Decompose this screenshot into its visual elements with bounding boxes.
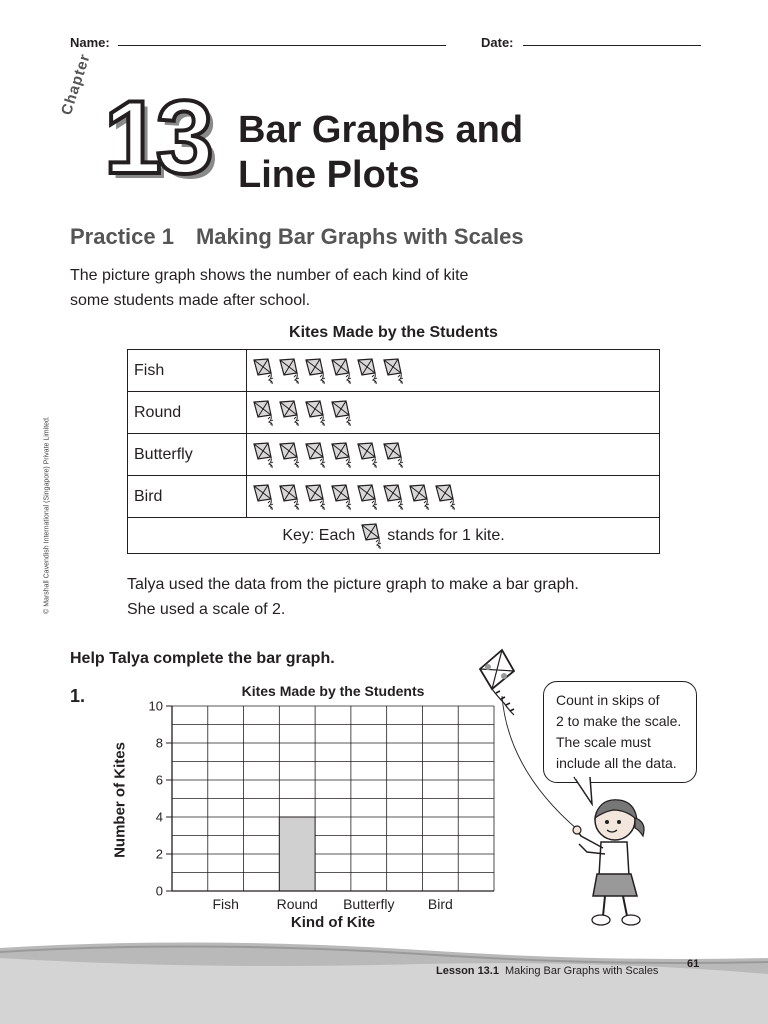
chapter-title-line1: Bar Graphs and <box>238 109 524 151</box>
date-line[interactable] <box>523 45 701 46</box>
x-category-label: Bird <box>427 896 453 912</box>
y-tick-label: 8 <box>155 735 163 751</box>
key-prefix: Key: Each <box>282 526 356 544</box>
page-number: 61 <box>687 958 700 970</box>
picture-graph-icons <box>247 350 660 392</box>
bar-graph-chart[interactable] <box>120 695 510 917</box>
kite-icon <box>251 441 275 469</box>
bar-graph-xlabel: Kind of Kite <box>290 914 376 931</box>
key-suffix: stands for 1 kite. <box>387 526 505 544</box>
y-tick-label: 6 <box>155 772 163 788</box>
picture-graph-key <box>128 518 660 554</box>
kite-icon <box>407 483 431 511</box>
x-category-label: Round <box>276 896 318 912</box>
picture-graph-row <box>128 434 660 476</box>
picture-graph-icons <box>247 434 660 476</box>
footer-lesson-title: Making Bar Graphs with Scales <box>504 965 659 977</box>
intro-text <box>70 263 468 313</box>
name-label: Name: <box>70 35 110 50</box>
kite-icon <box>355 357 379 385</box>
kite-icon <box>433 483 457 511</box>
kite-icon <box>355 441 379 469</box>
intro-line1: The picture graph shows the number of each kind of kite <box>70 267 469 284</box>
talya-line1: Talya used the data from the picture graph to make a bar graph. <box>127 576 579 593</box>
picture-graph-row <box>128 350 660 392</box>
kite-icon <box>251 399 275 427</box>
bubble-line4: include all the data. <box>556 755 677 771</box>
bubble-line2: 2 to make the scale. <box>556 713 682 729</box>
footer-lesson <box>436 965 658 977</box>
x-category-label: Butterfly <box>343 896 395 912</box>
kite-icon <box>329 483 353 511</box>
kite-icon <box>329 441 353 469</box>
talya-line2: She used a scale of 2. <box>127 601 286 618</box>
bar-graph-ylabel: Number of Kites <box>111 742 129 858</box>
kite-icon <box>381 441 405 469</box>
kite-icon <box>355 483 379 511</box>
picture-graph-category: Round <box>128 392 247 434</box>
sidebar-credit: © Marshall Cavendish International (Singapore) Private Limited. <box>43 416 51 614</box>
chapter-number: 13 <box>104 80 208 196</box>
picture-graph-row <box>128 392 660 434</box>
footer-band <box>0 930 768 1024</box>
bubble-line3: The scale must <box>556 734 651 750</box>
chapter-word: Chapter <box>58 51 94 118</box>
name-line[interactable] <box>118 45 446 46</box>
kite-icon <box>277 399 301 427</box>
picture-graph-table <box>127 349 660 554</box>
kite-icon <box>277 483 301 511</box>
bar-round <box>279 817 315 891</box>
picture-graph-category: Bird <box>128 476 247 518</box>
y-tick-label: 10 <box>148 698 163 714</box>
intro-line2: some students made after school. <box>70 292 311 309</box>
date-label: Date: <box>481 35 514 50</box>
y-tick-label: 4 <box>155 809 163 825</box>
practice-title: Making Bar Graphs with Scales <box>195 224 524 249</box>
girl-illustration <box>565 792 660 932</box>
kite-icon <box>251 483 275 511</box>
speech-bubble <box>543 681 697 783</box>
chapter-title-line2: Line Plots <box>238 154 420 196</box>
question-number: 1. <box>70 686 86 706</box>
kite-icon <box>303 399 327 427</box>
x-category-label: Fish <box>212 896 239 912</box>
footer-lesson-number: Lesson 13.1 <box>436 965 499 977</box>
practice-label: Practice 1 <box>70 224 174 249</box>
bar-graph-title: Kites Made by the Students <box>241 683 425 699</box>
kite-icon <box>381 357 405 385</box>
picture-graph-category: Fish <box>128 350 247 392</box>
help-instruction: Help Talya complete the bar graph. <box>70 650 335 667</box>
kite-icon <box>251 357 275 385</box>
picture-graph-key-row <box>128 518 660 554</box>
practice-heading <box>70 224 524 250</box>
y-tick-label: 2 <box>155 846 163 862</box>
kite-icon <box>381 483 405 511</box>
picture-graph-icons <box>247 392 660 434</box>
kite-icon <box>359 522 383 550</box>
picture-graph-row <box>128 476 660 518</box>
chapter-title <box>238 108 523 198</box>
kite-icon <box>277 441 301 469</box>
kite-icon <box>329 357 353 385</box>
kite-icon <box>277 357 301 385</box>
picture-graph-icons <box>247 476 660 518</box>
y-tick-label: 0 <box>155 883 163 899</box>
picture-graph-category: Butterfly <box>128 434 247 476</box>
talya-text <box>127 572 579 622</box>
kite-icon <box>303 483 327 511</box>
kite-icon <box>303 441 327 469</box>
bubble-line1: Count in skips of <box>556 692 660 708</box>
picture-graph-title: Kites Made by the Students <box>289 324 498 341</box>
kite-icon <box>329 399 353 427</box>
kite-icon <box>303 357 327 385</box>
